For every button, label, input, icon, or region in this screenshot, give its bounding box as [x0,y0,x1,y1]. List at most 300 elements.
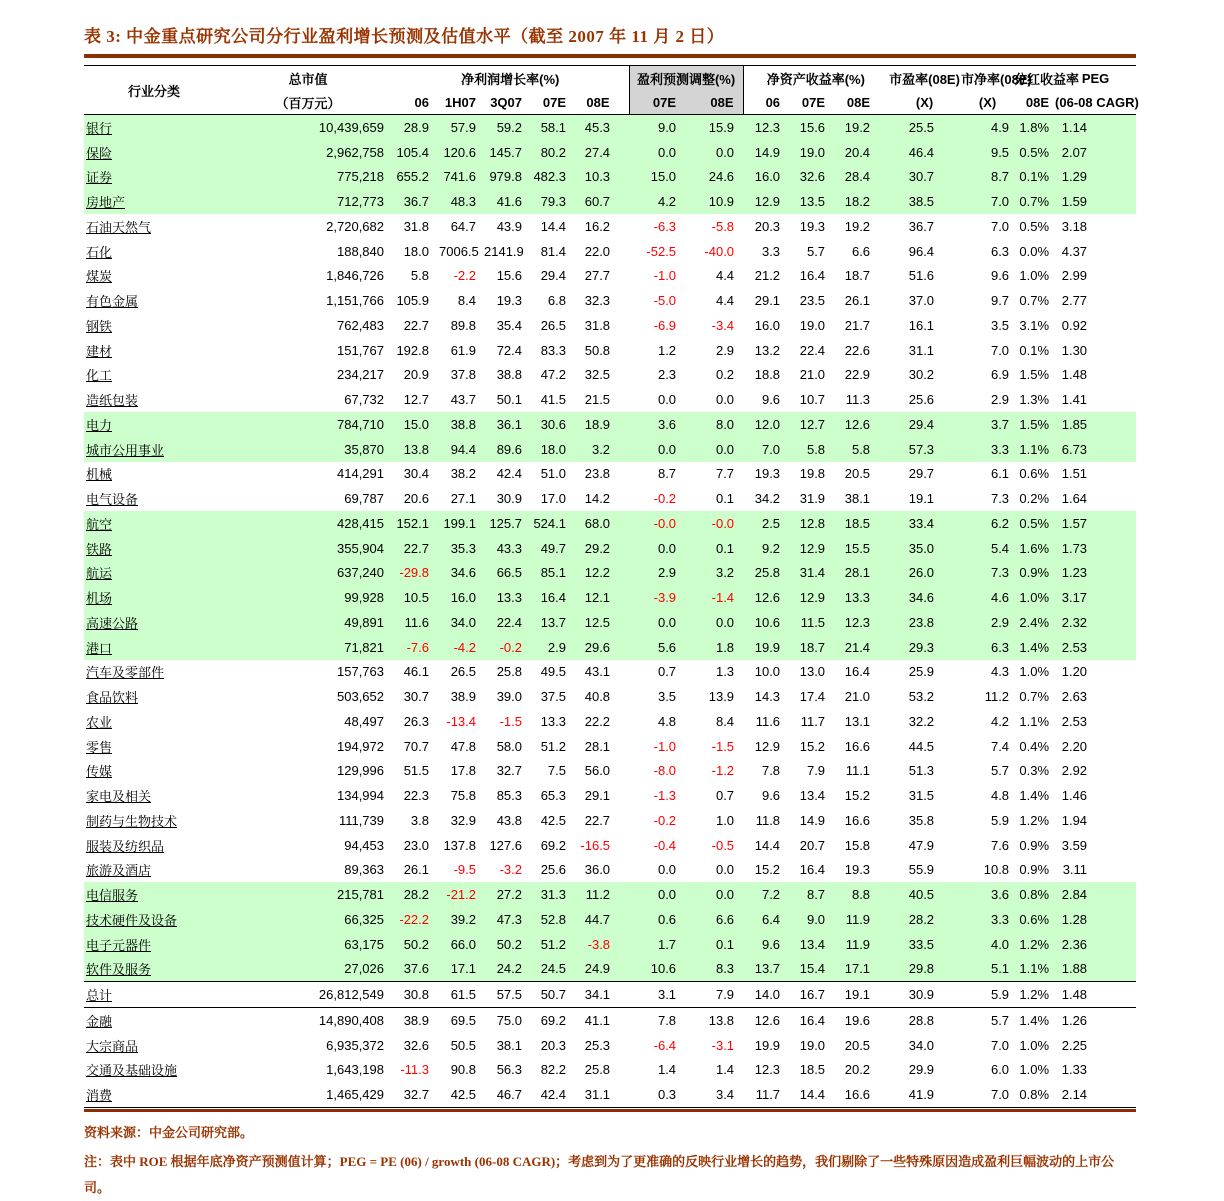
data-cell: 38.8 [450,416,476,432]
table-row [84,486,1136,511]
data-cell: 26.3 [403,713,429,729]
table-title: 表 3: 中金重点研究公司分行业盈利增长预测及估值水平（截至 2007 年 11 月 2 日） [84,27,725,46]
data-cell: 19.9 [754,1037,781,1053]
col-group-roe: 净资产收益率(%) [766,71,865,87]
data-cell: 0.0 [657,441,677,457]
data-cell: 7.0 [990,218,1010,234]
data-cell: 22.9 [844,367,871,383]
data-cell: 19.0 [799,144,826,160]
data-cell: 34.0 [908,1037,935,1053]
table-bottom-rule [84,1109,1136,1112]
data-cell: 20.3 [540,1037,566,1053]
industry-label: 煤炭 [86,269,113,285]
data-cell: 0.8% [1014,1082,1055,1107]
data-cell: 25.8 [754,565,781,581]
data-cell: 2.20 [1061,738,1088,754]
data-cell: 1.85 [1061,416,1088,432]
data-cell: 22.6 [844,342,871,358]
data-cell: 4.2 [657,194,677,210]
data-cell: 49,891 [344,614,384,630]
data-cell: 60.7 [584,194,611,210]
data-cell: 29.7 [908,466,935,482]
data-cell: 66,325 [344,911,384,927]
data-cell: 20.6 [403,491,429,507]
data-cell: -1.2 [711,763,735,779]
data-cell: 23.0 [403,837,429,853]
data-cell: 0.7% [1019,293,1050,309]
data-cell: 18.7 [844,268,871,284]
data-cell: 56.3 [496,1062,522,1078]
data-cell: 18.7 [799,639,826,655]
data-cell: 20.4 [844,144,871,160]
data-cell: 35,870 [344,441,384,457]
data-cell: 1.14 [1061,119,1088,135]
industry-label: 家电及相关 [86,789,152,805]
data-cell: 58.0 [496,738,522,754]
data-cell: 2,962,758 [326,144,384,160]
data-cell: 1.6% [1019,540,1050,556]
data-cell: 105.9 [396,293,429,309]
data-cell: 2.3 [657,367,677,383]
data-cell: 69.2 [540,1012,566,1028]
data-cell: 29.8 [888,957,961,982]
data-cell: 784,710 [337,416,384,432]
data-cell: 6.9 [990,367,1010,383]
data-cell: 15.2 [754,862,781,878]
data-cell: 0.7% [1019,194,1050,210]
data-cell: 29.1 [754,293,781,309]
data-cell: 1.5% [1019,367,1050,383]
data-cell: 96.4 [908,243,935,259]
data-cell: 48,497 [344,713,384,729]
data-cell: 199.1 [443,515,476,531]
data-cell: 50.8 [584,342,611,358]
data-cell: 11.2 [984,689,1010,705]
data-cell: 188,840 [337,243,384,259]
data-cell: 16.4 [799,268,826,284]
data-cell: 0.0 [715,392,735,408]
table-row [84,561,1136,586]
data-cell: 55.9 [908,862,935,878]
data-cell: 4.2 [990,713,1010,729]
data-cell: 3.5 [990,317,1010,333]
data-cell: 0.6% [1019,911,1050,927]
data-cell: 32.6 [403,1037,429,1053]
table-row [84,1033,1136,1058]
data-cell: 82.2 [540,1062,566,1078]
data-cell: 29.4 [908,416,935,432]
data-cell: 11.7 [743,1082,785,1107]
data-cell: 4.8 [990,788,1010,804]
data-cell: 2.4% [1019,614,1050,630]
data-cell: 25.6 [908,392,935,408]
table-row [84,660,1136,685]
data-cell: 40.8 [584,689,611,705]
table-row [84,462,1136,487]
data-cell: 1.29 [1061,169,1088,185]
data-cell: 3.59 [1061,837,1088,853]
data-cell: 7.0 [961,1082,1014,1107]
data-cell: 25.6 [540,862,566,878]
data-cell: 2.63 [1061,689,1088,705]
industry-label: 航运 [86,566,113,582]
data-cell: 24.2 [484,957,530,982]
data-cell: 0.9% [1019,565,1050,581]
data-cell: -1.0 [653,268,677,284]
data-cell: 6.4 [761,911,781,927]
data-cell: 7.8 [761,763,781,779]
data-cell: 1.48 [1055,982,1136,1008]
data-cell: 50.2 [496,936,522,952]
data-cell: 2.84 [1061,887,1088,903]
industry-label: 城市公用事业 [86,442,165,458]
data-cell: 27,026 [224,957,392,982]
data-cell: 52.8 [540,911,566,927]
data-cell: 2.14 [1055,1082,1136,1107]
data-cell: 7.0 [990,1037,1010,1053]
data-cell: 72.4 [496,342,522,358]
data-cell: 61.9 [450,342,476,358]
data-cell: 65.3 [540,788,566,804]
data-cell: 19.2 [844,119,871,135]
data-cell: 17.1 [439,957,484,982]
data-cell: 1.8 [715,639,735,655]
col-subheader-growth-1h07: 1H07 [444,94,476,110]
data-cell: 5.7 [990,763,1010,779]
table-row [84,412,1136,437]
data-cell: 4.0 [990,936,1010,952]
data-cell: 2.32 [1061,614,1088,630]
data-cell: 9.5 [990,144,1010,160]
data-cell: 0.5% [1019,144,1050,160]
data-cell: -0.2 [499,639,522,655]
industry-label: 有色金属 [86,294,139,310]
data-cell: 10.6 [629,957,691,982]
data-cell: 31.5 [908,788,935,804]
data-cell: 19.1 [908,491,935,507]
data-cell: 3.1% [1019,317,1050,333]
data-cell: 19.8 [799,466,826,482]
data-cell: 1,465,429 [224,1082,392,1107]
col-subheader-peg-cagr: (06-08 CAGR) [1055,94,1139,110]
data-cell: -21.2 [446,887,476,903]
industry-label: 农业 [86,714,113,730]
data-cell: 41.9 [888,1082,961,1107]
data-cell: 3.11 [1062,862,1088,878]
data-cell: 9.0 [657,119,677,135]
data-cell: 192.8 [396,342,429,358]
table-row [84,536,1136,561]
data-cell: 2.25 [1061,1037,1088,1053]
data-cell: 12.6 [844,416,871,432]
data-cell: 1.4 [657,1062,677,1078]
data-cell: 12.6 [754,1012,781,1028]
data-cell: 34.2 [754,491,781,507]
data-cell: 1.48 [1061,367,1088,383]
data-cell: 0.0% [1019,243,1050,259]
col-subheader-roe-08e: 08E [846,94,871,110]
data-cell: 59.2 [496,119,522,135]
data-cell: 26.5 [540,317,566,333]
data-cell: 22.7 [584,812,611,828]
data-cell: 0.1% [1019,169,1050,185]
data-cell: 13.1 [844,713,871,729]
data-cell: 13.0 [799,664,826,680]
industry-label: 机场 [86,591,113,607]
data-cell: -0.0 [653,515,677,531]
data-cell: 19.2 [844,218,871,234]
data-cell: 63,175 [344,936,384,952]
col-subheader-market-cap-unit: （百万元） [275,95,341,111]
data-cell: 157,763 [337,664,384,680]
data-cell: -3.8 [587,936,611,952]
col-subheader-adj-08e: 08E [691,90,743,115]
data-cell: 1,846,726 [326,268,384,284]
industry-label: 高速公路 [86,615,139,631]
industry-label: 电气设备 [86,492,139,508]
data-cell: 6.1 [990,466,1010,482]
data-cell: 57.3 [908,441,935,457]
data-cell: 3.7 [990,416,1010,432]
col-header-market-cap: 总市值 [288,71,328,87]
data-cell: -4.2 [453,639,476,655]
data-cell: 16.4 [799,862,826,878]
data-cell: 0.0 [715,887,735,903]
data-cell: 69.2 [540,837,566,853]
data-cell: 30.7 [908,169,935,185]
data-cell: 24.9 [574,957,629,982]
data-cell: 5.9 [961,982,1014,1008]
data-cell: -1.0 [653,738,677,754]
data-cell: 14,890,408 [318,1012,384,1028]
data-cell: 2.36 [1061,936,1088,952]
industry-valuation-table [84,65,1139,1108]
data-cell: 16.6 [829,1082,888,1107]
data-cell: 14.4 [540,218,566,234]
col-subheader-roe-06: 06 [765,94,781,110]
data-cell: 7.6 [990,837,1010,853]
data-cell: 49.5 [540,664,566,680]
data-cell: 482.3 [533,169,566,185]
data-cell: 20.3 [754,218,781,234]
data-cell: 3.18 [1061,218,1088,234]
col-subheader-div-08e: 08E [1025,94,1050,110]
data-cell: 19.6 [844,1012,871,1028]
industry-label: 化工 [86,368,113,384]
data-cell: 57.9 [450,119,476,135]
data-cell: 51.6 [908,268,935,284]
data-cell: 12.7 [403,392,429,408]
data-cell: -2.2 [453,268,476,284]
data-cell: 0.7% [1019,689,1050,705]
data-cell: 40.5 [908,887,935,903]
data-cell: 7.0 [990,194,1010,210]
data-cell: 125.7 [489,515,522,531]
data-cell: 25.8 [496,664,522,680]
data-cell: -1.5 [499,713,522,729]
data-cell: 18.9 [584,416,611,432]
col-subheader-growth-07e: 07E [542,94,566,110]
title-rule [84,54,1136,58]
data-cell: 1.64 [1061,491,1088,507]
data-cell: 7.7 [715,466,735,482]
data-cell: 38.1 [496,1037,522,1053]
data-cell: 18.0 [403,243,429,259]
industry-label: 房地产 [86,195,126,211]
data-cell: 17.4 [799,689,826,705]
data-cell: -3.1 [711,1037,735,1053]
table-row [84,115,1136,140]
data-cell: 0.0 [657,540,677,556]
industry-label: 交通及基础设施 [86,1063,178,1079]
data-cell: 35.4 [496,317,522,333]
table-row [84,189,1136,214]
col-header-dividend-yield: 分红收益率 [1014,71,1080,87]
table-row [84,1008,1136,1033]
data-cell: 32.3 [584,293,611,309]
table-row [84,783,1136,808]
data-cell: 6.8 [547,293,566,309]
data-cell: 32.9 [450,812,476,828]
data-cell: -0.2 [653,812,677,828]
data-cell: 3.2 [591,441,611,457]
data-cell: 503,652 [337,689,384,705]
data-cell: 1.20 [1061,664,1088,680]
data-cell: 12.1 [584,590,611,606]
table-row [84,264,1136,289]
table-row [84,165,1136,190]
data-cell: 22.4 [799,342,826,358]
data-cell: 1.57 [1061,515,1088,531]
data-cell: 0.0 [657,614,677,630]
data-cell: 15.6 [496,268,522,284]
data-cell: 1.88 [1055,957,1136,982]
data-cell: 71,821 [344,639,384,655]
data-cell: 38.9 [403,1012,429,1028]
data-cell: 26.5 [450,664,476,680]
data-cell: 43.8 [496,812,522,828]
data-cell: 90.8 [450,1062,476,1078]
data-cell: 70.7 [403,738,429,754]
data-cell: 3.17 [1061,590,1088,606]
data-cell: 0.0 [715,441,735,457]
data-cell: 18.2 [844,194,871,210]
data-cell: -22.2 [399,911,429,927]
data-cell: 69.5 [450,1012,476,1028]
table-row [84,214,1136,239]
data-cell: 1.3% [1019,392,1050,408]
data-cell: 46.4 [908,144,935,160]
data-cell: 36.7 [403,194,429,210]
data-cell: 9.6 [761,788,781,804]
data-cell: 3.6 [990,887,1010,903]
data-cell: 14.9 [754,144,781,160]
data-cell: 38.9 [450,689,476,705]
data-cell: 44.5 [908,738,935,754]
data-cell: 1.1% [1019,713,1050,729]
data-cell: 27.2 [496,887,522,903]
data-cell: 10.0 [754,664,781,680]
data-cell: 11.1 [845,763,871,779]
data-cell: 35.0 [908,540,935,556]
data-cell: 37.5 [540,689,566,705]
data-cell: 7.4 [990,738,1010,754]
data-cell: 24.6 [708,169,735,185]
data-cell: 151,767 [337,342,384,358]
table-row [84,858,1136,883]
data-cell: 83.3 [540,342,566,358]
data-cell: 10.6 [754,614,781,630]
data-cell: 1.4% [1019,1012,1050,1028]
data-cell: 66.0 [450,936,476,952]
data-cell: 30.2 [908,367,935,383]
data-cell: 0.7 [657,664,677,680]
data-cell: 0.8% [1019,887,1050,903]
data-cell: 13.7 [743,957,785,982]
data-cell: -6.9 [653,317,677,333]
data-cell: 41.6 [496,194,522,210]
data-cell: 25.8 [584,1062,611,1078]
data-cell: 31.1 [574,1082,629,1107]
data-cell: -5.8 [711,218,735,234]
data-cell: 43.1 [584,664,611,680]
data-cell: 1.51 [1061,466,1088,482]
data-cell: 6.6 [851,243,871,259]
data-cell: 58.1 [540,119,566,135]
data-cell: 0.1 [715,936,735,952]
data-cell: 25.5 [908,119,935,135]
table-row [84,585,1136,610]
data-cell: 0.0 [657,144,677,160]
data-cell: 1.2% [1019,812,1050,828]
data-cell: 39.2 [450,911,476,927]
data-cell: 7.2 [761,887,781,903]
industry-label: 零售 [86,739,113,755]
data-cell: 2.5 [761,515,781,531]
data-cell: 9.6 [761,936,781,952]
data-cell: 12.9 [799,540,826,556]
data-cell: 50.2 [403,936,429,952]
data-cell: 30.9 [496,491,522,507]
data-cell: 2.53 [1061,639,1088,655]
data-cell: 1.7 [657,936,677,952]
data-cell: -6.4 [653,1037,677,1053]
data-cell: 22.2 [584,713,611,729]
data-cell: 29.6 [584,639,611,655]
data-cell: 12.3 [754,1062,781,1078]
data-cell: 34.6 [908,590,935,606]
data-cell: 6,935,372 [326,1037,384,1053]
data-cell: 10.7 [799,392,826,408]
data-cell: 51.0 [540,466,566,482]
data-cell: 10.3 [584,169,611,185]
data-cell: 19.0 [799,317,826,333]
data-cell: 12.3 [844,614,871,630]
data-cell: 26.1 [403,862,429,878]
data-cell: 5.8 [410,268,429,284]
data-cell: 68.0 [584,515,611,531]
data-cell: 15.9 [708,119,735,135]
data-cell: 35.3 [450,540,476,556]
data-cell: 89,363 [344,862,384,878]
data-cell: -3.9 [653,590,677,606]
data-cell: 11.3 [845,392,871,408]
data-cell: 7.5 [547,763,566,779]
data-cell: 79.3 [540,194,566,210]
data-cell: -40.0 [704,243,735,259]
data-cell: -6.3 [653,218,677,234]
data-cell: -9.5 [453,862,476,878]
